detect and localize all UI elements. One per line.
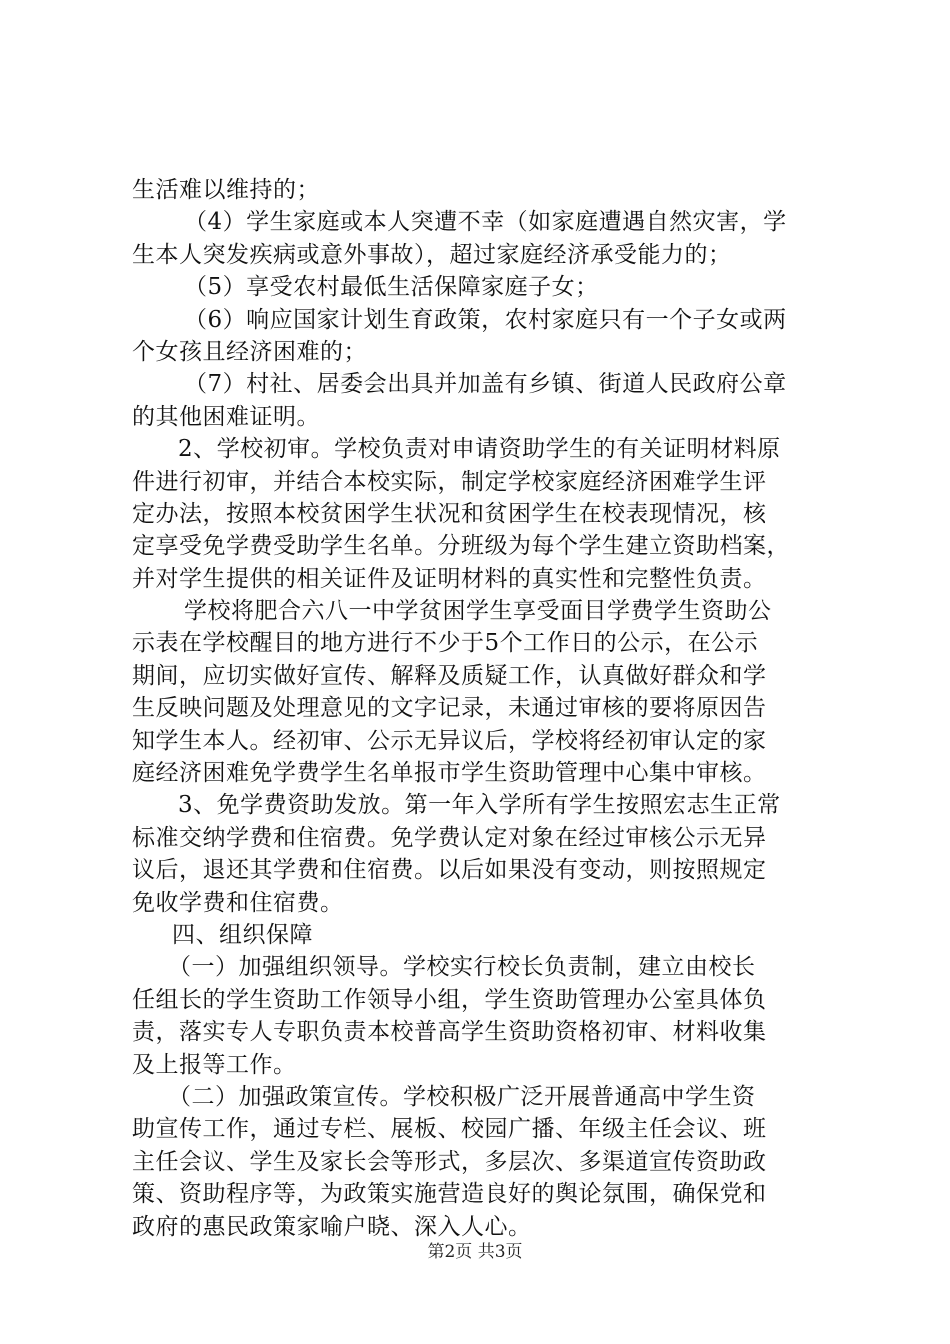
text-line: 个女孩且经济困难的； xyxy=(132,338,367,365)
text-line: （一）加强组织领导。学校实行校长负责制，建立由校长 xyxy=(168,954,756,981)
text-line: 期间，应切实做好宣传、解释及质疑工作，认真做好群众和学 xyxy=(132,662,767,689)
text-line: 政府的惠民政策家喻户晓、深入人心。 xyxy=(132,1213,532,1240)
text-line: 示表在学校醒目的地方进行不少于5个工作日的公示，在公示 xyxy=(132,630,759,657)
text-line: 主任会议、学生及家长会等形式，多层次、多渠道宣传资助政 xyxy=(132,1148,767,1175)
text-line: 免收学费和住宿费。 xyxy=(132,889,344,916)
text-line: 庭经济困难免学费学生名单报市学生资助管理中心集中审核。 xyxy=(132,760,767,787)
text-line: 及上报等工作。 xyxy=(132,1051,297,1078)
text-line: 责，落实专人专职负责本校普高学生资助资格初审、材料收集 xyxy=(132,1019,767,1046)
text-line: 件进行初审，并结合本校实际，制定学校家庭经济困难学生评 xyxy=(132,468,767,495)
text-line: 知学生本人。经初审、公示无异议后，学校将经初审认定的家 xyxy=(132,727,767,754)
text-line: 策、资助程序等，为政策实施营造良好的舆论氛围，确保党和 xyxy=(132,1181,767,1208)
text-line: 生本人突发疾病或意外事故），超过家庭经济承受能力的； xyxy=(132,241,732,268)
text-line: （二）加强政策宣传。学校积极广泛开展普通高中学生资 xyxy=(168,1083,756,1110)
section-heading: 四、组织保障 xyxy=(172,921,313,948)
page-footer: 第2页 共3页 xyxy=(427,1242,523,1262)
text-line: （7）村社、居委会出具并加盖有乡镇、街道人民政府公章 xyxy=(184,371,787,398)
text-line: 学校将肥合六八一中学贫困学生享受面目学费学生资助公 xyxy=(184,598,772,625)
text-line: （5）享受农村最低生活保障家庭子女； xyxy=(184,274,599,301)
text-line: （4）学生家庭或本人突遭不幸（如家庭遭遇自然灾害，学 xyxy=(184,209,787,236)
text-line: 定办法，按照本校贫困学生状况和贫困学生在校表现情况，核 xyxy=(132,500,767,527)
text-line: 任组长的学生资助工作领导小组，学生资助管理办公室具体负 xyxy=(132,986,767,1013)
document-body xyxy=(132,174,832,1243)
text-line: 助宣传工作，通过专栏、展板、校园广播、年级主任会议、班 xyxy=(132,1116,767,1143)
text-line: 标准交纳学费和住宿费。免学费认定对象在经过审核公示无异 xyxy=(132,824,767,851)
text-line: 生反映问题及处理意见的文字记录，未通过审核的要将原因告 xyxy=(132,695,767,722)
text-line: （6）响应国家计划生育政策，农村家庭只有一个子女或两 xyxy=(184,306,787,333)
text-line: 并对学生提供的相关证件及证明材料的真实性和完整性负责。 xyxy=(132,565,767,592)
text-line: 3、免学费资助发放。第一年入学所有学生按照宏志生正常 xyxy=(178,792,781,819)
text-line: 议后，退还其学费和住宿费。以后如果没有变动，则按照规定 xyxy=(132,857,767,884)
text-line: 的其他困难证明。 xyxy=(132,403,320,430)
text-line: 生活难以维持的； xyxy=(132,177,320,203)
text-line: 定享受免学费受助学生名单。分班级为每个学生建立资助档案， xyxy=(132,533,790,560)
text-line: 2、学校初审。学校负责对申请资助学生的有关证明材料原 xyxy=(178,436,781,463)
